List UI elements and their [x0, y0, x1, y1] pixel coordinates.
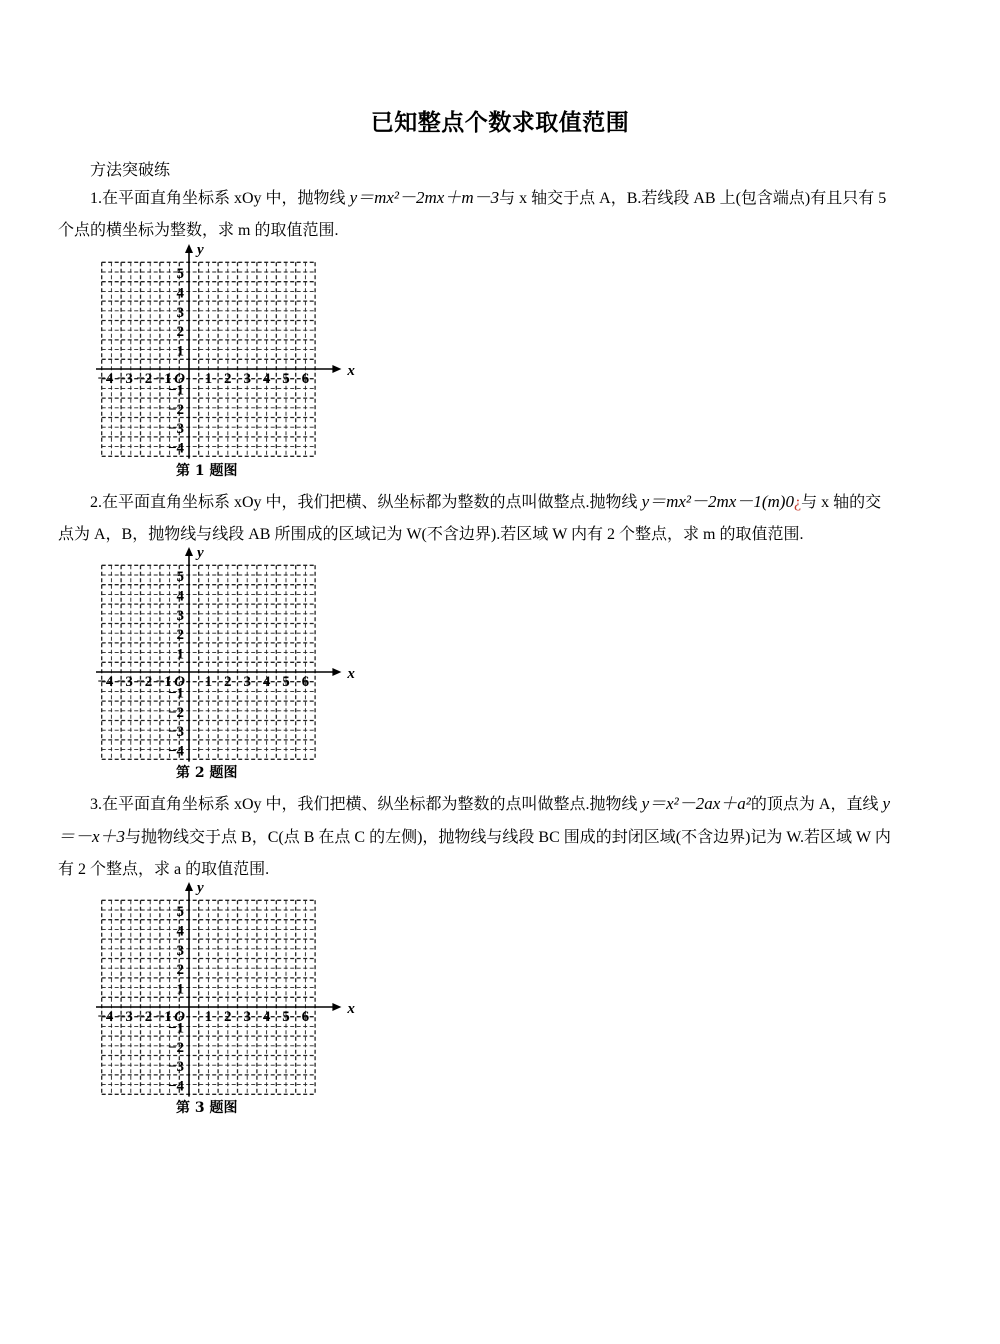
y-tick-label: −3: [167, 421, 184, 438]
problem-text: 与 x 轴交于点 A，B.若线段 AB 上(包含端点)有且只有 5 个点的横坐标为整数，求 m 的取值范围.: [58, 190, 887, 239]
x-axis-arrow-icon: [332, 1003, 341, 1011]
x-tick-label: 1: [204, 1009, 213, 1025]
y-tick-label: 5: [176, 266, 184, 282]
x-tick-label: −4: [97, 371, 114, 387]
x-tick-label: −4: [97, 674, 114, 690]
y-tick-label: 2: [176, 627, 184, 644]
y-tick-label: −1: [167, 382, 184, 399]
y-tick-label: 3: [176, 942, 184, 959]
problem-number: 3.: [90, 796, 102, 813]
figure-caption: 第 3 题图: [176, 1100, 238, 1116]
x-tick-label: 4: [262, 1009, 271, 1025]
y-axis-arrow-icon: [185, 547, 193, 556]
formula: y＝mx²－2mx＋m－3: [349, 188, 500, 207]
x-tick-label: 6: [301, 1009, 310, 1025]
x-tick-label: −3: [116, 674, 133, 690]
x-tick-label: 1: [204, 371, 213, 387]
y-tick-label: 1: [176, 646, 184, 663]
y-tick-label: −1: [167, 685, 184, 702]
y-tick-label: 2: [176, 324, 184, 341]
grid-svg: [92, 880, 355, 1097]
y-axis-arrow-icon: [185, 882, 193, 891]
x-tick-label: 6: [301, 371, 310, 387]
problem-number: 1.: [90, 190, 102, 207]
y-tick-label: 5: [176, 904, 184, 920]
x-tick-label: −2: [136, 674, 153, 690]
y-tick-label: −3: [167, 1059, 184, 1076]
y-tick-label: 4: [176, 923, 184, 940]
origin-label: O: [174, 371, 185, 387]
y-tick-label: 4: [176, 285, 184, 302]
x-tick-label: 3: [243, 371, 251, 387]
y-tick-label: −2: [167, 704, 184, 721]
y-axis-label: y: [197, 242, 204, 258]
x-tick-label: −1: [155, 1009, 172, 1025]
problem-3: [58, 788, 893, 886]
x-axis-arrow-icon: [332, 365, 341, 373]
y-tick-label: 1: [176, 981, 184, 998]
y-tick-label: −4: [167, 1078, 184, 1095]
y-axis-arrow-icon: [185, 244, 193, 253]
x-tick-label: −4: [97, 1009, 114, 1025]
x-tick-label: 3: [243, 1009, 251, 1025]
origin-label: O: [174, 674, 185, 690]
formula: y＝－x＋3: [58, 794, 891, 846]
x-tick-label: 2: [224, 674, 232, 690]
x-tick-label: 1: [204, 674, 213, 690]
y-tick-label: −2: [167, 401, 184, 418]
coordinate-grid-3: [92, 880, 355, 1102]
y-tick-label: 1: [176, 343, 184, 360]
y-tick-label: −2: [167, 1039, 184, 1056]
y-axis-label: y: [197, 545, 204, 561]
problem-text: 在平面直角坐标系 xOy 中，我们把横、纵坐标都为整数的点叫做整点.抛物线: [102, 494, 642, 511]
x-tick-label: −1: [155, 674, 172, 690]
problem-number: 2.: [90, 494, 102, 511]
coordinate-grid-1: [92, 242, 355, 464]
x-tick-label: 4: [262, 674, 271, 690]
problem-text: 与 x 轴的交点为 A，B，抛物线与线段 AB 所围成的区域记为 W(不含边界).若区域 W 内有 2 个整点，求 m 的取值范围.: [58, 494, 882, 543]
y-tick-label: −4: [167, 440, 184, 457]
x-tick-label: 6: [301, 674, 310, 690]
x-tick-label: 4: [262, 371, 271, 387]
y-tick-label: 3: [176, 607, 184, 624]
x-tick-label: 2: [224, 371, 232, 387]
y-tick-label: −4: [167, 743, 184, 760]
grid-svg: [92, 545, 355, 762]
origin-label: O: [174, 1009, 185, 1025]
x-tick-label: 2: [224, 1009, 232, 1025]
figure-caption: 第 2 题图: [176, 765, 238, 781]
y-tick-label: 3: [176, 304, 184, 321]
x-tick-label: 5: [282, 371, 290, 387]
problem-text: 在平面直角坐标系 xOy 中，我们把横、纵坐标都为整数的点叫做整点.抛物线: [102, 796, 642, 813]
formula: y＝mx²－2mx－1(m)0: [641, 492, 794, 511]
x-tick-label: −2: [136, 371, 153, 387]
y-tick-label: 5: [176, 569, 184, 585]
problem-2: [58, 486, 893, 551]
page-title: 已知整点个数求取值范围: [370, 110, 630, 136]
y-tick-label: −3: [167, 724, 184, 741]
coordinate-grid-2: [92, 545, 355, 767]
x-tick-label: 5: [282, 1009, 290, 1025]
x-axis-label: x: [347, 666, 355, 682]
problem-text: 与抛物线交于点 B，C(点 B 在点 C 的左侧)，抛物线与线段 BC 围成的封闭区域(不含边界)记为 W.若区域 W 内有 2 个整点，求 a 的取值范围.: [58, 829, 891, 878]
x-tick-label: −1: [155, 371, 172, 387]
x-tick-label: 5: [282, 674, 290, 690]
x-tick-label: −2: [136, 1009, 153, 1025]
y-tick-label: 2: [176, 962, 184, 979]
x-tick-label: 3: [243, 674, 251, 690]
y-tick-label: −1: [167, 1020, 184, 1037]
formula: y＝x²－2ax＋a²: [641, 794, 751, 813]
y-tick-label: 4: [176, 588, 184, 605]
problem-1: [58, 182, 893, 247]
x-axis-arrow-icon: [332, 668, 341, 676]
problem-text: 的顶点为 A，直线: [750, 796, 883, 813]
problem-text: 在平面直角坐标系 xOy 中，抛物线: [102, 190, 350, 207]
x-tick-label: −3: [116, 1009, 133, 1025]
grid-svg: [92, 242, 355, 459]
figure-caption: 第 1 题图: [176, 463, 238, 479]
section-heading: 方法突破练: [90, 160, 171, 179]
x-axis-label: x: [347, 363, 355, 379]
x-axis-label: x: [347, 1001, 355, 1017]
x-tick-label: −3: [116, 371, 133, 387]
y-axis-label: y: [197, 880, 204, 896]
glyph-glitch: ¿: [793, 494, 802, 511]
